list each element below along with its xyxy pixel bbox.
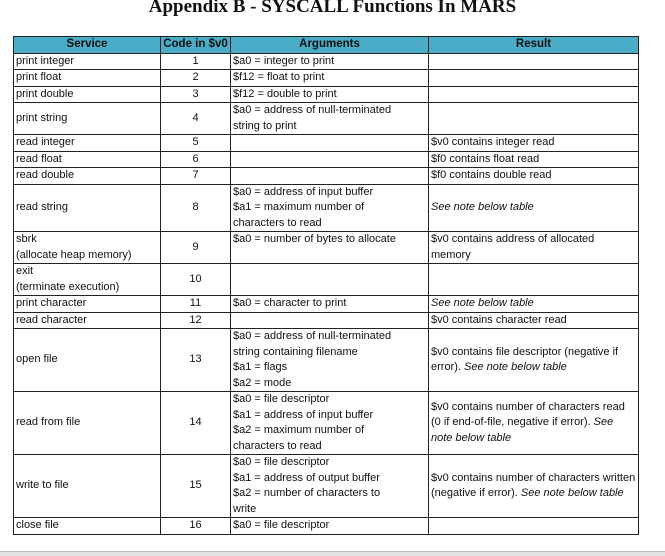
table-row (14, 312, 639, 329)
code-cell: 2 (161, 70, 231, 87)
table-row (14, 53, 639, 70)
syscall-table (13, 36, 639, 535)
result-note: See note below table (431, 297, 534, 309)
arguments-cell (231, 103, 429, 135)
header-code: Code in $v0 (161, 37, 231, 54)
code-cell: 14 (161, 392, 231, 455)
code-cell: 10 (161, 264, 231, 296)
service-line: read float (16, 152, 62, 165)
service-cell (14, 53, 161, 70)
service-line: write to file (16, 479, 69, 492)
table-row (14, 184, 639, 232)
arguments-cell (231, 86, 429, 103)
argument-line: $a0 = address of null-terminated (233, 330, 392, 342)
result-text: $f0 contains float read (431, 152, 540, 165)
arguments-cell (231, 168, 429, 185)
arguments-cell (231, 312, 429, 329)
code-cell: 5 (161, 135, 231, 152)
arguments-cell (231, 184, 429, 232)
service-line: (allocate heap memory) (16, 248, 132, 261)
service-cell (14, 135, 161, 152)
service-cell (14, 296, 161, 313)
result-cell (429, 232, 639, 264)
table-row (14, 232, 639, 264)
result-cell (429, 518, 639, 535)
service-line: read from file (16, 416, 81, 429)
table-row (14, 264, 639, 296)
service-cell (14, 329, 161, 392)
argument-line: $a0 = address of input buffer (233, 185, 374, 198)
code-cell: 12 (161, 312, 231, 329)
service-cell (14, 168, 161, 185)
result-cell (429, 296, 639, 313)
service-line: read character (16, 313, 87, 326)
result-note: See note below table (431, 201, 534, 213)
argument-line: $a0 = file descriptor (233, 393, 330, 405)
arguments-cell (231, 455, 429, 518)
result-text: $v0 contains number of characters read (0 if end-of-file, negative if error). (431, 400, 625, 429)
result-cell (429, 70, 639, 87)
table-header (14, 37, 639, 54)
service-cell (14, 184, 161, 232)
page-title: Appendix B - SYSCALL Functions In MARS (148, 0, 517, 17)
code-cell: 6 (161, 151, 231, 168)
result-cell (429, 86, 639, 103)
service-cell (14, 151, 161, 168)
argument-line: $a0 = address of null-terminated (233, 104, 392, 116)
argument-line: string containing filename (233, 345, 358, 358)
code-cell: 11 (161, 296, 231, 313)
result-text: $v0 contains address of allocated memory (431, 233, 595, 261)
argument-line: $f12 = double to print (233, 87, 337, 100)
argument-line: $a1 = flags (233, 361, 288, 373)
argument-line: $f12 = float to print (233, 71, 325, 83)
code-cell: 7 (161, 168, 231, 185)
argument-line: string to print (233, 119, 297, 132)
argument-line: write (233, 502, 257, 515)
code-cell: 4 (161, 103, 231, 135)
header-result: Result (429, 37, 639, 54)
service-cell (14, 264, 161, 296)
argument-line: $a1 = maximum number of (233, 201, 365, 213)
service-line: print float (16, 71, 62, 83)
table-row (14, 455, 639, 518)
code-cell: 1 (161, 53, 231, 70)
header-arguments: Arguments (231, 37, 429, 54)
argument-line: $a1 = address of input buffer (233, 408, 374, 421)
result-cell (429, 392, 639, 455)
argument-line: $a2 = mode (233, 376, 292, 389)
table-row (14, 329, 639, 392)
result-cell (429, 135, 639, 152)
service-cell (14, 86, 161, 103)
code-cell: 9 (161, 232, 231, 264)
arguments-cell (231, 151, 429, 168)
arguments-cell (231, 518, 429, 535)
arguments-cell (231, 70, 429, 87)
service-line: sbrk (16, 233, 37, 245)
page-bottom-edge (0, 551, 665, 556)
table-row (14, 70, 639, 87)
result-cell (429, 103, 639, 135)
argument-line: characters to read (233, 439, 322, 452)
header-service: Service (14, 37, 161, 54)
service-cell (14, 392, 161, 455)
code-cell: 16 (161, 518, 231, 535)
arguments-cell (231, 53, 429, 70)
table-row (14, 168, 639, 185)
service-line: read string (16, 201, 68, 213)
argument-line: $a0 = integer to print (233, 54, 335, 67)
arguments-cell (231, 392, 429, 455)
argument-line: $a1 = address of output buffer (233, 471, 380, 484)
service-line: (terminate execution) (16, 280, 120, 293)
result-text: $v0 contains integer read (431, 136, 555, 148)
service-cell (14, 518, 161, 535)
result-cell (429, 168, 639, 185)
arguments-cell (231, 264, 429, 296)
service-cell (14, 103, 161, 135)
result-cell (429, 151, 639, 168)
arguments-cell (231, 329, 429, 392)
service-line: close file (16, 519, 59, 531)
result-cell (429, 53, 639, 70)
service-line: print character (16, 297, 87, 309)
result-text: $v0 contains file descriptor (negative if error). (431, 345, 619, 373)
argument-line: $a0 = number of bytes to allocate (233, 233, 396, 245)
result-cell (429, 455, 639, 518)
result-text: $v0 contains number of characters written (negative if error). (431, 471, 636, 499)
service-line: print integer (16, 54, 75, 67)
argument-line: $a2 = number of characters to (233, 487, 381, 499)
code-cell: 8 (161, 184, 231, 232)
code-cell: 15 (161, 455, 231, 518)
argument-line: $a0 = character to print (233, 297, 347, 309)
table-row (14, 103, 639, 135)
result-cell (429, 184, 639, 232)
service-cell (14, 70, 161, 87)
argument-line: characters to read (233, 216, 322, 229)
service-line: read integer (16, 136, 75, 148)
arguments-cell (231, 232, 429, 264)
service-line: read double (16, 169, 75, 181)
argument-line: $a0 = file descriptor (233, 456, 330, 468)
argument-line: $a0 = file descriptor (233, 519, 330, 531)
service-line: open file (16, 353, 58, 366)
service-line: print string (16, 111, 68, 124)
service-cell (14, 455, 161, 518)
arguments-cell (231, 296, 429, 313)
table-row (14, 392, 639, 455)
code-cell: 13 (161, 329, 231, 392)
arguments-cell (231, 135, 429, 152)
table-row (14, 135, 639, 152)
result-cell (429, 329, 639, 392)
result-text: $v0 contains character read (431, 313, 567, 326)
table-row (14, 518, 639, 535)
result-text: $f0 contains double read (431, 169, 552, 181)
argument-line: $a2 = maximum number of (233, 424, 365, 436)
service-line: exit (16, 265, 34, 277)
service-cell (14, 232, 161, 264)
result-cell (429, 312, 639, 329)
table-row (14, 86, 639, 103)
table-row (14, 151, 639, 168)
table-row (14, 296, 639, 313)
result-note: See note below table (431, 416, 614, 444)
result-note: See note below table (464, 361, 567, 373)
result-note: See note below table (520, 487, 624, 499)
service-line: print double (16, 87, 74, 100)
result-cell (429, 264, 639, 296)
service-cell (14, 312, 161, 329)
code-cell: 3 (161, 86, 231, 103)
